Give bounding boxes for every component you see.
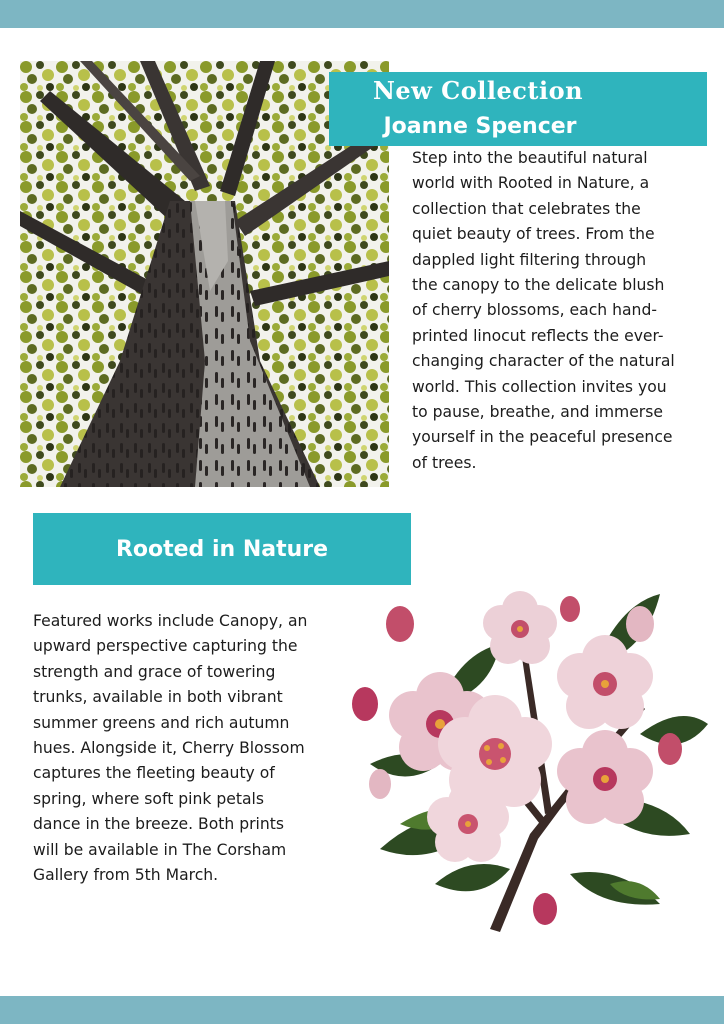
collection-header bbox=[329, 72, 707, 146]
cherry-blossom-print-image bbox=[340, 584, 710, 936]
bottom-band bbox=[0, 996, 724, 1024]
header-title: New Collection bbox=[372, 76, 584, 105]
top-band bbox=[0, 0, 724, 28]
featured-works-paragraph: Featured works include Canopy, an upward perspective capturing the strength and grace of towering trunks, available in both vibrant summer greens and rich autumn hues. Alongside it, Cherry Blossom captures the fleeting beauty of spring, where soft pink petals dance in the breeze. Both prints will be available in The Corsham Gallery from 5th March. bbox=[33, 612, 308, 885]
intro-paragraph: Step into the beautiful natural world with Rooted in Nature, a collection that celebrates the quiet beauty of trees. From the dappled light filtering through the canopy to the delicate blush of cherry blossoms, each hand- printed linocut reflects the ever- changing character of the natural world. This collection invites you to pause, breathe, and immerse yourself in the peaceful presence of trees. bbox=[412, 149, 675, 472]
cherry-blossom-illustration bbox=[340, 584, 710, 936]
artist-name: Joanne Spencer bbox=[383, 114, 577, 139]
section-heading: Rooted in Nature bbox=[33, 513, 411, 585]
